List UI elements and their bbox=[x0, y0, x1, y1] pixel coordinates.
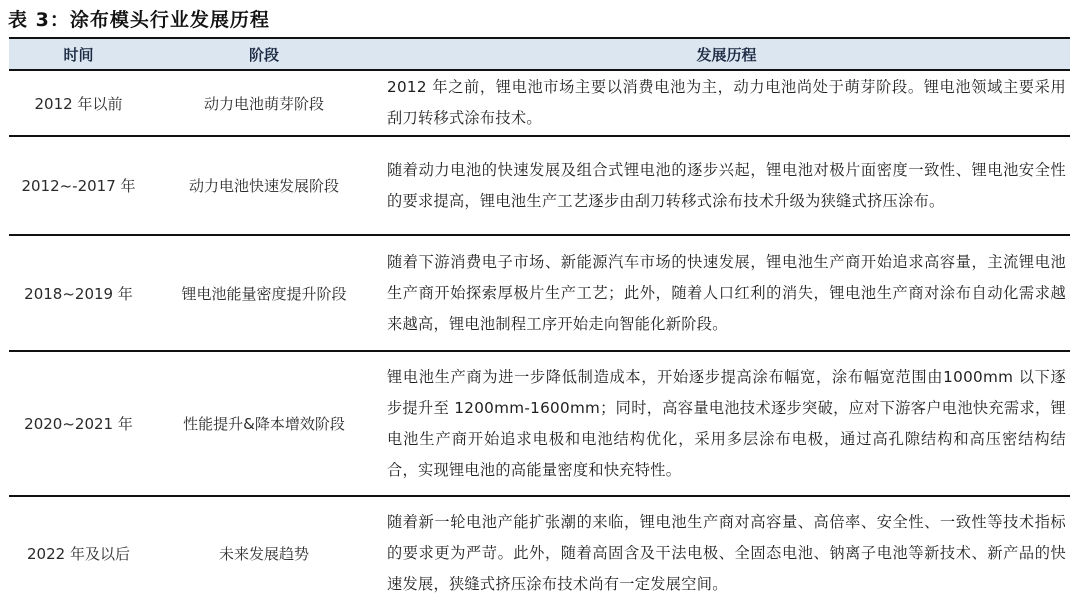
cell-history: 随着新一轮电池产能扩张潮的来临，锂电池生产商对高容量、高倍率、安全性、一致性等技术指标的要求更为严苛。此外，随着高固含及干法电极、全固态电池、钠离子电池等新技术、新产品的快速发展，狭缝式挤压涂布技术尚有一定发展空间。 bbox=[387, 512, 1066, 593]
development-history-table bbox=[9, 37, 1070, 609]
cell-stage: 动力电池快速发展阶段 bbox=[188, 177, 339, 195]
cell-history: 随着下游消费电子市场、新能源汽车市场的快速发展，锂电池生产商开始追求高容量，主流锂电池生产商开始探索厚极片生产工艺；此外，随着人口红利的消失，锂电池生产商对涂布自动化需求越来越高，锂电池制程工序开始走向智能化新阶段。 bbox=[387, 252, 1066, 333]
cell-time: 2012~-2017 年 bbox=[21, 177, 136, 195]
cell-history: 随着动力电池的快速发展及组合式锂电池的逐步兴起，锂电池对极片面密度一致性、锂电池安全性的要求提高，锂电池生产工艺逐步由刮刀转移式涂布技术升级为狭缝式挤压涂布。 bbox=[387, 160, 1066, 210]
table-row bbox=[9, 497, 1070, 609]
cell-time: 2020~2021 年 bbox=[24, 415, 133, 433]
cell-time: 2022 年及以后 bbox=[27, 544, 130, 563]
cell-time: 2012 年以前 bbox=[34, 94, 123, 113]
table-row bbox=[9, 236, 1070, 352]
header-stage: 阶段 bbox=[248, 45, 279, 64]
table-row bbox=[9, 352, 1070, 497]
table-row bbox=[9, 137, 1070, 236]
cell-stage: 锂电池能量密度提升阶段 bbox=[181, 284, 347, 303]
cell-stage: 性能提升&降本增效阶段 bbox=[183, 415, 345, 433]
cell-stage: 动力电池萌芽阶段 bbox=[203, 94, 324, 113]
table-title: 表 3：涂布模头行业发展历程 bbox=[8, 9, 270, 31]
table-row bbox=[9, 71, 1070, 137]
cell-stage: 未来发展趋势 bbox=[218, 544, 309, 563]
cell-history: 2012 年之前，锂电池市场主要以消费电池为主，动力电池尚处于萌芽阶段。锂电池领域主要采用刮刀转移式涂布技术。 bbox=[387, 78, 1066, 127]
table-header-row bbox=[9, 37, 1070, 71]
cell-history: 锂电池生产商为进一步降低制造成本，开始逐步提高涂布幅宽，涂布幅宽范围由1000mm 以下逐步提升至 1200mm-1600mm；同时，高容量电池技术逐步突破，应对下游客户电池快充需求，锂电池生产商开始追求电极和电池结构优化，采用多层涂布电极，通过高孔隙结构和高压密结构结合，实现锂电池的高能量密度和快充特性。 bbox=[387, 367, 1066, 479]
header-time: 时间 bbox=[63, 45, 94, 64]
header-history: 发展历程 bbox=[696, 45, 757, 64]
cell-time: 2018~2019 年 bbox=[24, 284, 133, 303]
